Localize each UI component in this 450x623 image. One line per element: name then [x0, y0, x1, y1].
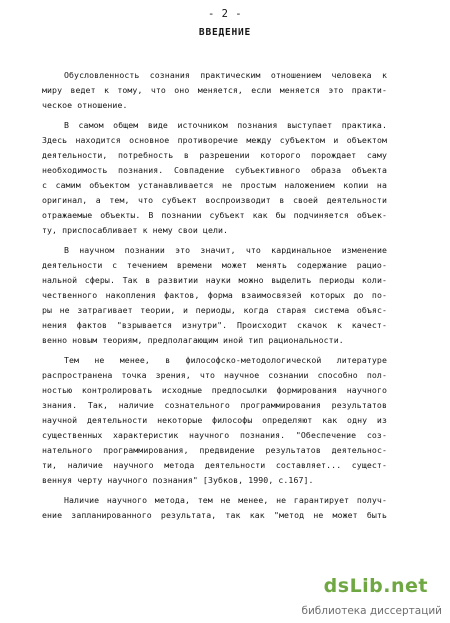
text-line: ту, приспосабливает к нему свои цели. — [42, 225, 229, 235]
text-line: ностью контролировать исходные предпосылки формирования научного — [42, 385, 387, 395]
watermark-subtitle: библиотека диссертаций — [301, 605, 442, 617]
text-line: существенных характеристик научного познания. "Обеспечение соз- — [42, 430, 387, 440]
watermark-logo[interactable]: dsLib.net — [323, 575, 428, 597]
paragraph — [42, 353, 387, 488]
text-line: необходимость познания. Совпадение субъективного образа объекта — [42, 165, 387, 175]
text-line: с самим объектом устанавливается не простым наложением копии на — [42, 180, 387, 190]
text-line: ческое отношение. — [42, 100, 128, 110]
text-line: В самом общем виде источником познания выступает практика. — [64, 120, 387, 130]
text-line: миру ведет к тому, что оно меняется, если меняется это практи- — [42, 85, 387, 95]
watermark[interactable] — [262, 575, 442, 617]
text-line: Обусловленность сознания практическим отношением человека к — [64, 70, 387, 80]
text-line: знания. Так, наличие сознательного программирования результатов — [42, 400, 387, 410]
text-line: Здесь находится основное противоречие между субъектом и объектом — [42, 135, 387, 145]
text-line: отражаемые объекты. В познании субъект как бы подчиняется объек- — [42, 210, 387, 220]
page-title: ВВЕДЕНИЕ — [198, 27, 252, 38]
paragraph — [42, 493, 387, 523]
text-line: чественного накопления фактов, форма взаимосвязей которых до по- — [42, 290, 387, 300]
paragraph — [42, 243, 387, 348]
text-line: венно новым теориям, предполагающим иной тип рациональности. — [42, 335, 344, 345]
text-line: ение запланированного результата, так как "метод не может быть — [42, 510, 387, 520]
text-line: нальной сферы. Так в развитии науки можно выделить периоды коли- — [42, 275, 387, 285]
text-line: деятельности с течением времени может менять содержание рацио- — [42, 260, 387, 270]
text-line: нения фактов "взрывается изнутри". Происходит скачок к качест- — [42, 320, 387, 330]
paragraph — [42, 118, 387, 238]
text-line: деятельности, потребность в разрешении которого порождает саму — [42, 150, 387, 160]
text-line: веннуя черту научного познания" [Зубков, 1990, с.167]. — [42, 475, 314, 485]
page-number: - 2 - — [207, 8, 243, 20]
text-line: В научном познании это значит, что кардинальное изменение — [64, 245, 387, 255]
text-line: научной деятельности некоторые философы определяют как одну из — [42, 415, 387, 425]
text-line: ти, наличие научного метода деятельности составляет... сущест- — [42, 460, 387, 470]
text-line: распространена точка зрения, что научное сознании способно пол- — [42, 370, 387, 380]
text-line: Наличие научного метода, тем не менее, не гарантирует получ- — [64, 495, 387, 505]
text-line: ры не затрагивает теории, и периоды, когда старая система объяс- — [42, 305, 387, 315]
text-line: нательного программирования, предвидение результатов деятельнос- — [42, 445, 387, 455]
text-line: Тем не менее, в философско-методологической литературе — [64, 355, 387, 365]
text-line: оригинал, а тем, что субъект воспроизводит в своей деятельности — [42, 195, 387, 205]
document-body — [42, 68, 387, 523]
paragraph — [42, 68, 387, 113]
